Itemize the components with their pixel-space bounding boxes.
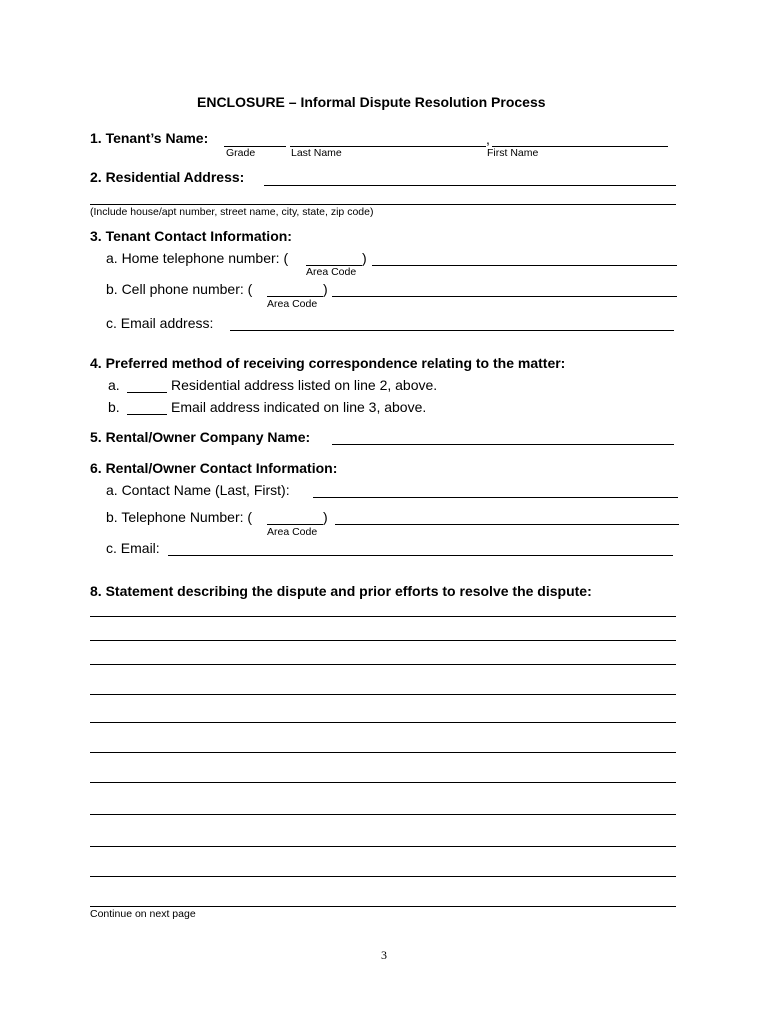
option-a-checkline[interactable] bbox=[127, 392, 167, 393]
owner-email-field[interactable] bbox=[168, 555, 673, 556]
owner-contact-label: 6. Rental/Owner Contact Information: bbox=[90, 460, 338, 476]
continue-note: Continue on next page bbox=[90, 908, 196, 920]
owner-email-label: c. Email: bbox=[106, 540, 160, 556]
last-name-caption: Last Name bbox=[291, 147, 342, 159]
statement-line[interactable] bbox=[90, 814, 676, 815]
statement-line[interactable] bbox=[90, 782, 676, 783]
owner-phone-number-field[interactable] bbox=[335, 524, 679, 525]
cell-phone-area-code-field[interactable] bbox=[267, 296, 323, 297]
statement-line[interactable] bbox=[90, 694, 676, 695]
home-phone-number-field[interactable] bbox=[372, 265, 677, 266]
page-number: 3 bbox=[381, 948, 387, 962]
home-phone-paren: ) bbox=[362, 250, 367, 266]
owner-phone-area-code-caption: Area Code bbox=[267, 526, 318, 538]
owner-phone-label: b. Telephone Number: ( bbox=[106, 509, 253, 525]
cell-phone-label: b. Cell phone number: ( bbox=[106, 281, 253, 297]
residential-address-field-line2[interactable] bbox=[90, 204, 676, 205]
statement-line[interactable] bbox=[90, 722, 676, 723]
statement-line[interactable] bbox=[90, 846, 676, 847]
page-title: ENCLOSURE – Informal Dispute Resolution Process bbox=[197, 94, 546, 110]
cell-phone-area-code-caption: Area Code bbox=[267, 298, 318, 310]
statement-label: 8. Statement describing the dispute and prior efforts to resolve the dispute: bbox=[90, 583, 592, 599]
name-separator: , bbox=[486, 131, 490, 147]
residential-address-field[interactable] bbox=[264, 185, 676, 186]
statement-line[interactable] bbox=[90, 752, 676, 753]
contact-name-label: a. Contact Name (Last, First): bbox=[106, 482, 290, 498]
company-name-label: 5. Rental/Owner Company Name: bbox=[90, 429, 311, 445]
tenant-name-label: 1. Tenant’s Name: bbox=[90, 130, 209, 146]
option-b-prefix: b. bbox=[108, 399, 120, 415]
owner-phone-area-code-field[interactable] bbox=[267, 524, 323, 525]
email-address-field[interactable] bbox=[230, 330, 674, 331]
preferred-method-label: 4. Preferred method of receiving correspondence relating to the matter: bbox=[90, 355, 566, 371]
contact-name-field[interactable] bbox=[313, 497, 678, 498]
statement-line[interactable] bbox=[90, 616, 676, 617]
option-a-text: Residential address listed on line 2, above. bbox=[171, 377, 438, 393]
cell-phone-paren: ) bbox=[323, 281, 328, 297]
option-b-text: Email address indicated on line 3, above. bbox=[171, 399, 427, 415]
statement-line[interactable] bbox=[90, 664, 676, 665]
statement-line[interactable] bbox=[90, 876, 676, 877]
grade-caption: Grade bbox=[226, 147, 256, 159]
home-phone-label: a. Home telephone number: ( bbox=[106, 250, 289, 266]
cell-phone-number-field[interactable] bbox=[332, 296, 677, 297]
owner-phone-paren: ) bbox=[323, 509, 328, 525]
tenant-contact-label: 3. Tenant Contact Information: bbox=[90, 228, 292, 244]
option-a-prefix: a. bbox=[108, 377, 120, 393]
statement-line[interactable] bbox=[90, 640, 676, 641]
option-b-checkline[interactable] bbox=[127, 414, 167, 415]
residential-address-label: 2. Residential Address: bbox=[90, 169, 245, 185]
email-address-label: c. Email address: bbox=[106, 315, 214, 331]
statement-line[interactable] bbox=[90, 906, 676, 907]
home-phone-area-code-caption: Area Code bbox=[306, 266, 357, 278]
address-note: (Include house/apt number, street name, city, state, zip code) bbox=[90, 206, 374, 218]
company-name-field[interactable] bbox=[332, 444, 674, 445]
first-name-caption: First Name bbox=[487, 147, 539, 159]
